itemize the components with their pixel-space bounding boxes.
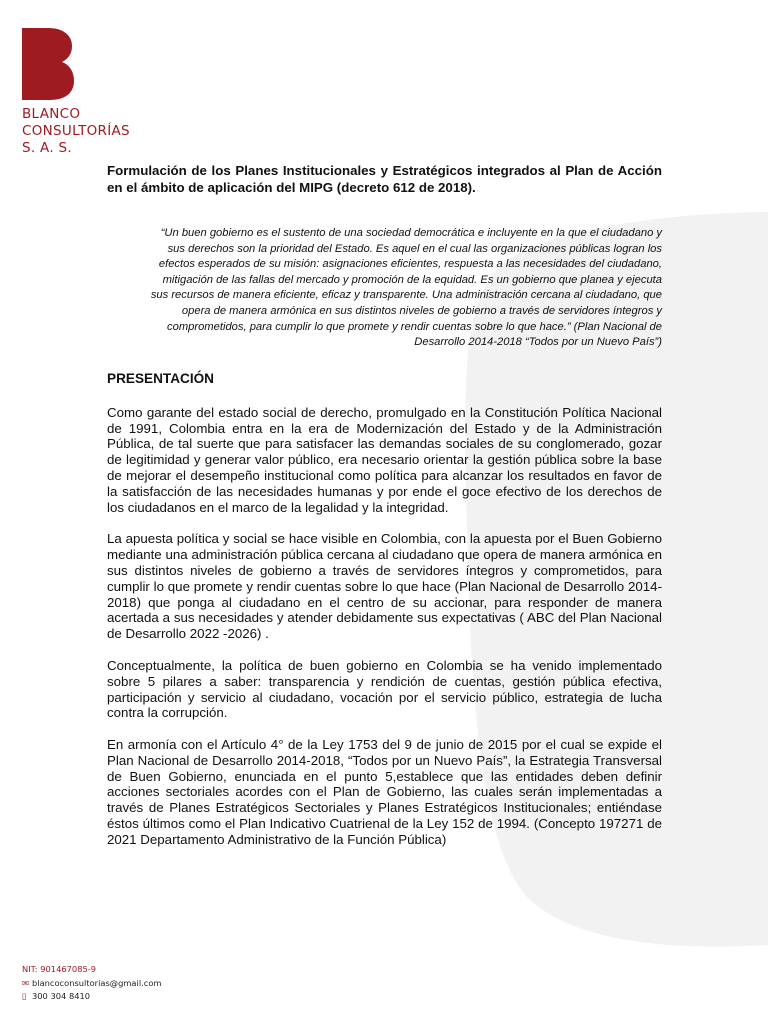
paragraph-1: Como garante del estado social de derecho, promulgado en la Constitución Política Nacional de 1991, Colombia entra en la era de Modernización del Estado y de la Administración Pública, de tal suerte que para satisfacer las demandas sociales de su conglomerado, gozar de legitimidad y generar valor público, era necesario orientar la gestión pública sobre la base de mejorar el desempeño institucional como política para alcanzar los resultados en favor de la satisfacción de las necesidades humanas y por ende el goce efectivo de los derechos de los ciudadanos en el marco de la legalidad y la integridad. xyxy=(107,404,662,515)
mail-icon: ✉ xyxy=(22,977,29,988)
email-address[interactable]: blancoconsultorias@gmail.com xyxy=(32,977,162,988)
company-name-line-2: CONSULTORÍAS xyxy=(22,123,130,139)
paragraph-2: La apuesta política y social se hace visible en Colombia, con la apuesta por el Buen Gobierno mediante una administración pública cercana al ciudadano que opera de manera armónica en sus distintos niveles de gobierno a través de servidores íntegros y comprometidos, para cumplir lo que promete y rendir cuentas sobre lo que hace (Plan Nacional de Desarrollo 2014-2018) que ponga al ciudadano en el centro de su accionar, para responder de manera acertada a sus necesidades y atender debidamente sus expectativas ( ABC del Plan Nacional de Desarrollo 2022 -2026) . xyxy=(107,531,662,642)
email-row xyxy=(22,977,162,991)
logo-b-icon xyxy=(22,28,74,100)
company-name-line-1: BLANCO xyxy=(22,106,81,122)
contact-footer xyxy=(22,963,162,1004)
nit-number: NIT: 901467085-9 xyxy=(22,964,97,974)
phone-icon: ▯ xyxy=(22,991,27,1002)
company-logo xyxy=(22,28,130,157)
paragraph-3: Conceptualmente, la política de buen gobierno en Colombia se ha venido implementado sobre 5 pilares a saber: transparencia y rendición de cuentas, gestión pública efectiva, participación y servicio al ciudadano, vocación por el servicio público, estrategia de lucha contra la corrupción. xyxy=(107,657,662,721)
document-body xyxy=(107,162,662,864)
epigraph-quote: “Un buen gobierno es el sustento de una sociedad democrática e incluyente en la que el ciudadano y sus derechos son la prioridad del Estado. Es aquel en el cual las organizaciones públicas logran los efectos esperados de su misión: asignaciones eficientes, respuesta a las necesidades del ciudadano, mitigación de las fallas del mercado y promoción de la equidad. Es un gobierno que planea y ejecuta sus recursos de manera eficiente, eficaz y transparente. Una administración cercana al ciudadano, que opera de manera armónica en sus distintos niveles de gobierno a través de servidores íntegros y comprometidos, para cumplir lo que promete y rendir cuentas sobre lo que hace.” (Plan Nacional de Desarrollo 2014-2018 “Todos por un Nuevo País”) xyxy=(150,227,662,349)
document-title: Formulación de los Planes Institucionales y Estratégicos integrados al Plan de Acción en el ámbito de aplicación del MIPG (decreto 612 de 2018). xyxy=(107,163,662,195)
phone-number[interactable]: 300 304 8410 xyxy=(32,991,91,1002)
company-name xyxy=(22,106,130,157)
section-heading: PRESENTACIÓN xyxy=(107,370,214,386)
company-name-line-3: S. A. S. xyxy=(22,140,72,156)
paragraph-4: En armonía con el Artículo 4° de la Ley 1753 del 9 de junio de 2015 por el cual se expide el Plan Nacional de Desarrollo 2014-2018, “Todos por un Nuevo País”, la Estrategia Transversal de Buen Gobierno, enunciada en el punto 5,establece que las entidades deben definir acciones sectoriales acordes con el Plan de Gobierno, las cuales serán implementadas a través de Planes Estratégicos Sectoriales y Planes Estratégicos Institucionales; entiéndase éstos últimos como el Plan Indicativo Cuatrienal de la Ley 152 de 1994. (Concepto 197271 de 2021 Departamento Administrativo de la Función Pública) xyxy=(107,737,662,847)
phone-row xyxy=(22,990,162,1004)
